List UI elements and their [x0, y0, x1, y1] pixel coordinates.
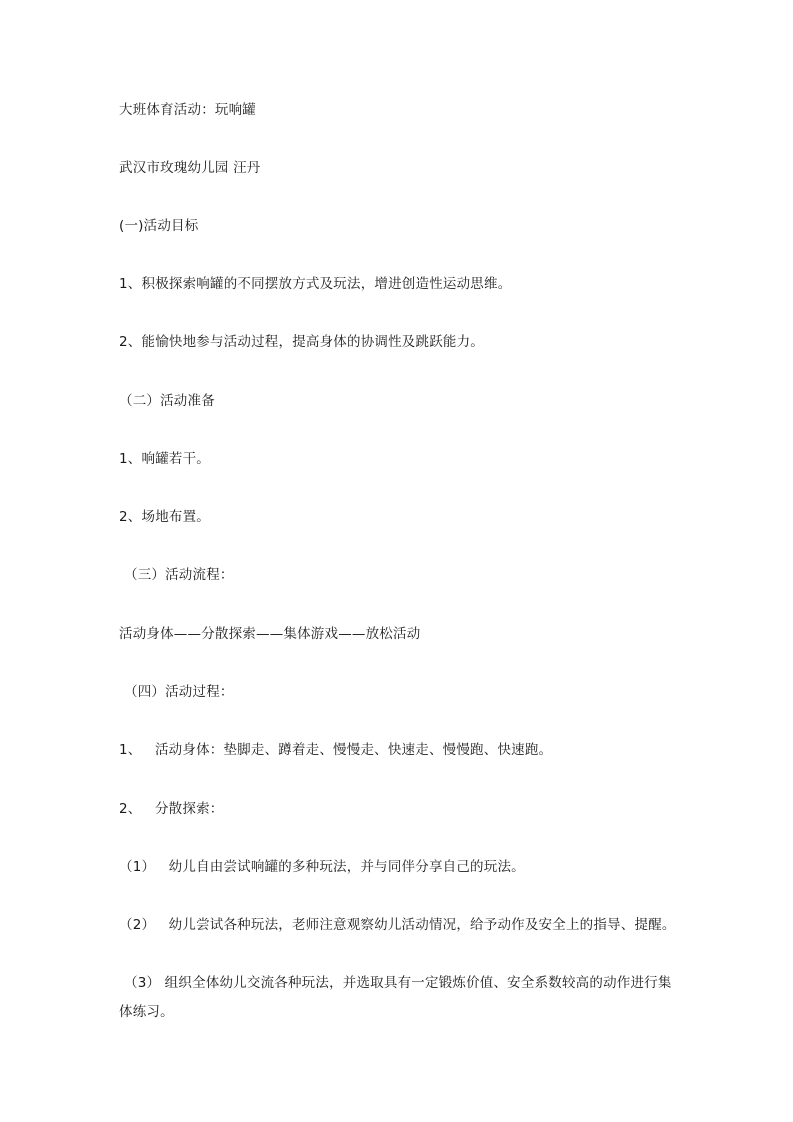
prep-item-2: 2、场地布置。 — [119, 509, 210, 525]
process-step-1: 1、 活动身体：垫脚走、蹲着走、慢慢走、快速走、慢慢跑、快速跑。 — [119, 742, 553, 758]
document-title: 大班体育活动：玩响罐 — [119, 102, 256, 118]
process-substep-1: （1） 幼儿自由尝试响罐的多种玩法，并与同伴分享自己的玩法。 — [119, 859, 525, 875]
section-heading-process: （四）活动过程： — [124, 684, 234, 700]
prep-item-1: 1、响罐若干。 — [119, 451, 210, 467]
goal-item-1: 1、积极探索响罐的不同摆放方式及玩法，增进创造性运动思维。 — [119, 276, 512, 292]
section-heading-goals: (一)活动目标 — [119, 218, 199, 234]
process-substep-2: （2） 幼儿尝试各种玩法，老师注意观察幼儿活动情况，给予动作及安全上的指导、提醒。 — [119, 917, 676, 933]
author-line: 武汉市玫瑰幼儿园 汪丹 — [119, 160, 261, 176]
process-step-2: 2、 分散探索： — [119, 801, 224, 817]
section-heading-flow: （三）活动流程： — [124, 567, 234, 583]
goal-item-2: 2、能愉快地参与活动过程，提高身体的协调性及跳跃能力。 — [119, 334, 484, 350]
flow-line: 活动身体——分散探索——集体游戏——放松活动 — [119, 626, 421, 642]
process-substep-3: （3） 组织全体幼儿交流各种玩法，并选取具有一定锻炼价值、安全系数较高的动作进行集体练习。 — [119, 975, 672, 1020]
section-heading-preparation: （二）活动准备 — [119, 393, 215, 409]
